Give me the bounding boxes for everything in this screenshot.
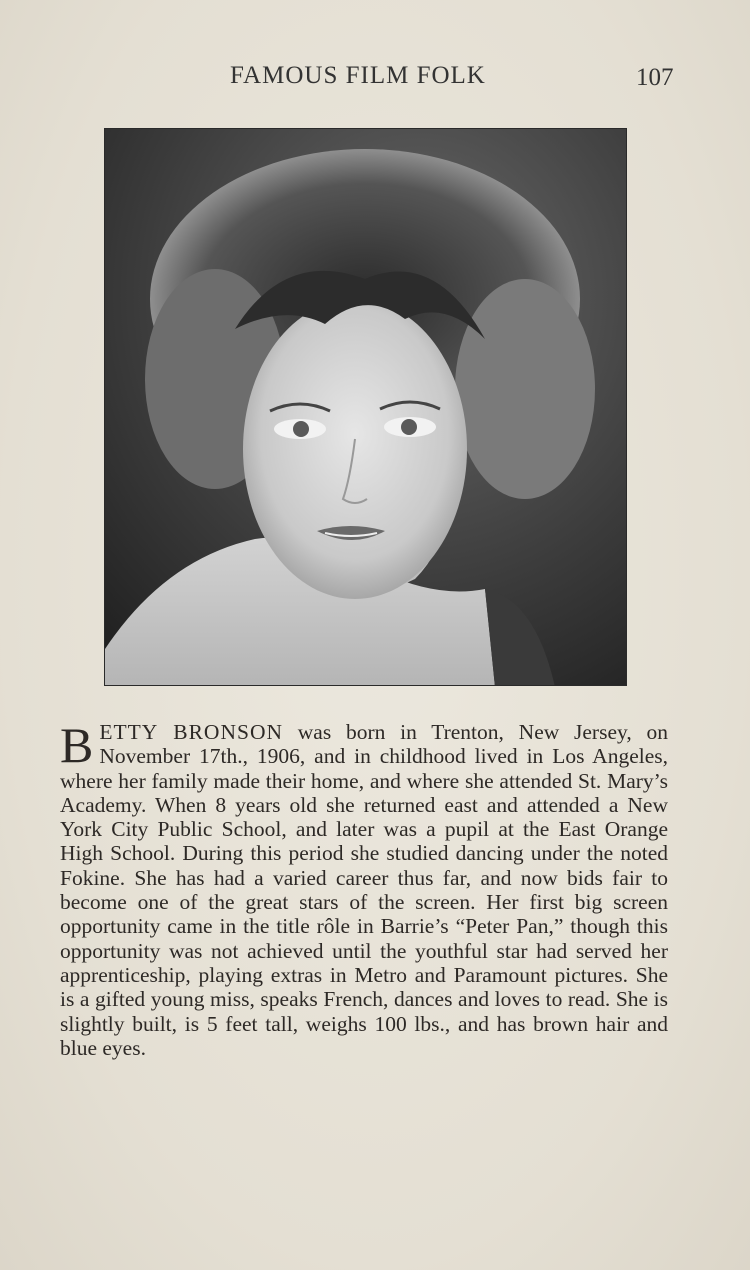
- drop-cap: B: [60, 717, 94, 773]
- lead-in-caps: ETTY BRONSON: [99, 720, 283, 744]
- running-head: FAMOUS FILM FOLK: [230, 62, 486, 89]
- biography-text: was born in Trenton, New Jersey, on November 17th., 1906, and in childhood lived in Los Angeles, where her family made their home, and where she attended St. Mary’s Academy. When 8 years old she returned east and attended a New York City Public School, and later was a pupil at the East Orange High School. During this period she studied dancing under the noted Fokine. She has had a varied career thus far, and now bids fair to become one of the great stars of the screen. Her first big screen opportunity came in the title rôle in Barrie’s “Peter Pan,” though this opportunity was not achieved until the youthful star had served her apprenticeship, playing extras in Metro and Paramount pictures. She is a gifted young miss, speaks French, dances and loves to read. She is slightly built, is 5 feet tall, weighs 100 lbs., and has brown hair and blue eyes.: [60, 720, 668, 1060]
- page-number: 107: [636, 64, 674, 91]
- portrait-photo: [104, 128, 627, 686]
- biography-paragraph: [60, 717, 668, 1060]
